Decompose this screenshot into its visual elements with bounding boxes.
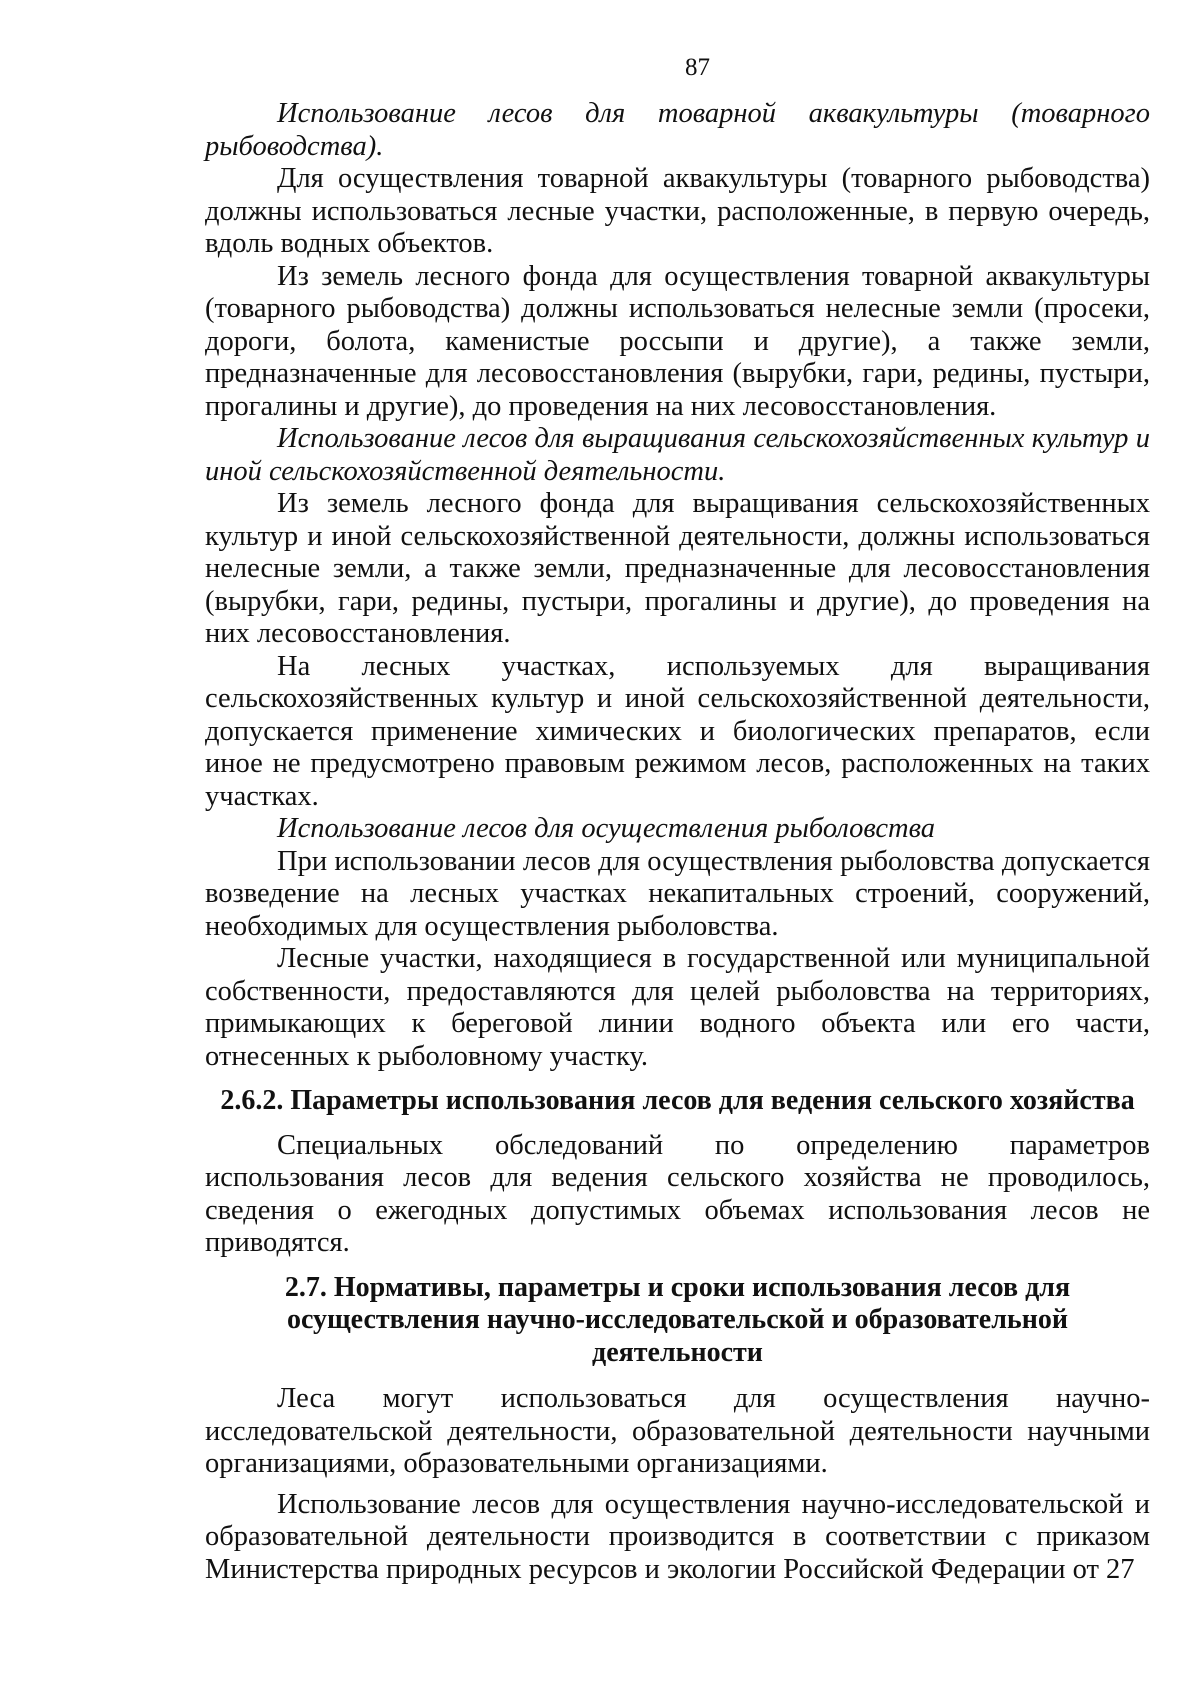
subheading-agriculture: Использование лесов для выращивания сельскохозяйственных культур и иной сельскохозяйственной деятельности. [205, 423, 1150, 487]
section-heading-2-7: 2.7. Нормативы, параметры и сроки использования лесов для осуществления научно-исследовательской и образовательной деятельности [284, 1271, 1071, 1368]
section-heading-2-6-2: 2.6.2. Параметры использования лесов для ведения сельского хозяйства [220, 1085, 1135, 1116]
paragraph-fishing-plots: Лесные участки, находящиеся в государственной или муниципальной собственности, предоставляются для целей рыболовства на территориях, примыкающих к береговой линии водного объекта или его части, отнесенных к рыболовному участку. [205, 943, 1150, 1072]
page-number: 87 [685, 54, 710, 81]
document-page [205, 52, 1150, 1586]
subheading-fishing: Использование лесов для осуществления рыболовства [277, 813, 936, 844]
subheading-aquaculture: Использование лесов для товарной аквакультуры (товарного рыбоводства). [205, 98, 1150, 162]
paragraph-agriculture-parameters: Специальных обследований по определению параметров использования лесов для ведения сельского хозяйства не проводилось, сведения о ежегодных допустимых объемах использования лесов не приводятся. [205, 1129, 1150, 1258]
paragraph-research-use: Леса могут использоваться для осуществления научно-исследовательской деятельности, образовательной деятельности научными организациями, образовательными организациями. [205, 1383, 1150, 1479]
paragraph-fishing-structures: При использовании лесов для осуществления рыболовства допускается возведение на лесных участках некапитальных строений, сооружений, необходимых для осуществления рыболовства. [205, 845, 1150, 942]
paragraph-agriculture-lands: Из земель лесного фонда для выращивания сельскохозяйственных культур и иной сельскохозяйственной деятельности, должны использоваться нелесные земли, а также земли, предназначенные для лесовосстановления (вырубки, гари, редины, пустыри, прогалины и другие), до проведения на них лесовосстановления. [205, 488, 1150, 649]
paragraph-aquaculture-plots: Для осуществления товарной аквакультуры (товарного рыбоводства) должны использоваться лесные участки, расположенные, в первую очередь, вдоль водных объектов. [205, 163, 1150, 259]
paragraph-research-order: Использование лесов для осуществления научно-исследовательской и образовательной деятельности производится в соответствии с приказом Министерства природных ресурсов и экологии Российской Федерации от 27 [205, 1488, 1150, 1585]
paragraph-aquaculture-lands: Из земель лесного фонда для осуществления товарной аквакультуры (товарного рыбоводства) должны использоваться нелесные земли (просеки, дороги, болота, каменистые россыпи и другие), а также земли, предназначенные для лесовосстановления (вырубки, гари, редины, пустыри, прогалины и другие), до проведения на них лесовосстановления. [205, 260, 1150, 422]
paragraph-agriculture-chemicals: На лесных участках, используемых для выращивания сельскохозяйственных культур и иной сельскохозяйственной деятельности, допускается применение химических и биологических препаратов, если иное не предусмотрено правовым режимом лесов, расположенных на таких участках. [205, 650, 1150, 812]
